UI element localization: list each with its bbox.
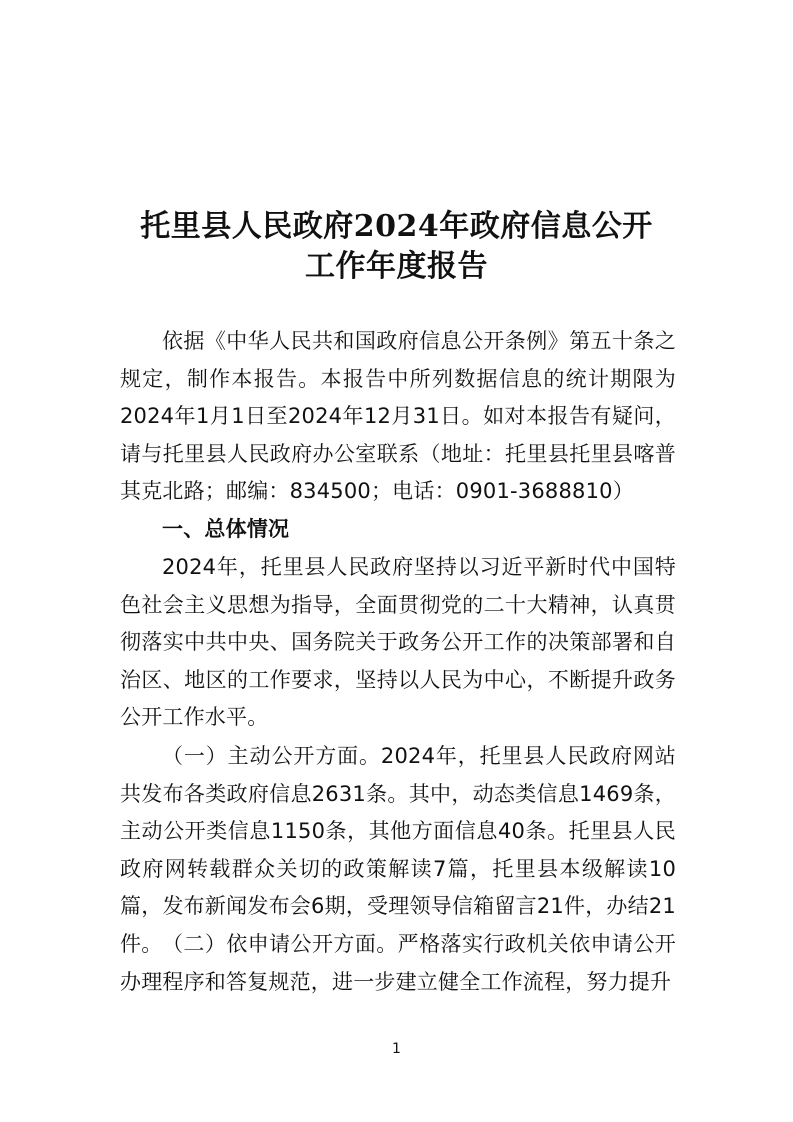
- section-heading-overview: 一、总体情况: [162, 517, 290, 541]
- report-title-line2: 工作年度报告: [305, 249, 488, 284]
- on-request-disclosure-paragraph: （二）依申请公开方面。严格落实行政机关依申请公开办理程序和答复规范，进一步建立健全工作流程，努力提升: [120, 932, 676, 994]
- page-number: 1: [392, 1041, 401, 1057]
- intro-paragraph: 依据《中华人民共和国政府信息公开条例》第五十条之规定，制作本报告。本报告中所列数据信息的统计期限为2024年1月1日至2024年12月31日。如对本报告有疑问，请与托里县人民政府办公室联系（地址：托里县托里县喀普其克北路；邮编：834500；电话：0901-3688810）: [120, 329, 676, 503]
- overview-paragraph: 2024年，托里县人民政府坚持以习近平新时代中国特色社会主义思想为指导，全面贯彻党的二十大精神，认真贯彻落实中共中央、国务院关于政务公开工作的决策部署和自治区、地区的工作要求，坚持以人民为中心，不断提升政务公开工作水平。: [120, 555, 676, 729]
- report-title-line1: 托里县人民政府2024年政府信息公开: [140, 209, 653, 244]
- active-disclosure-paragraph: （一）主动公开方面。2024年，托里县人民政府网站共发布各类政府信息2631条。其中，动态类信息1469条，主动公开类信息1150条，其他方面信息40条。托里县人民政府网转载群众关切的政策解读7篇，托里县本级解读10篇，发布新闻发布会6期，受理领导信箱留言21件，办结21件。: [120, 744, 676, 956]
